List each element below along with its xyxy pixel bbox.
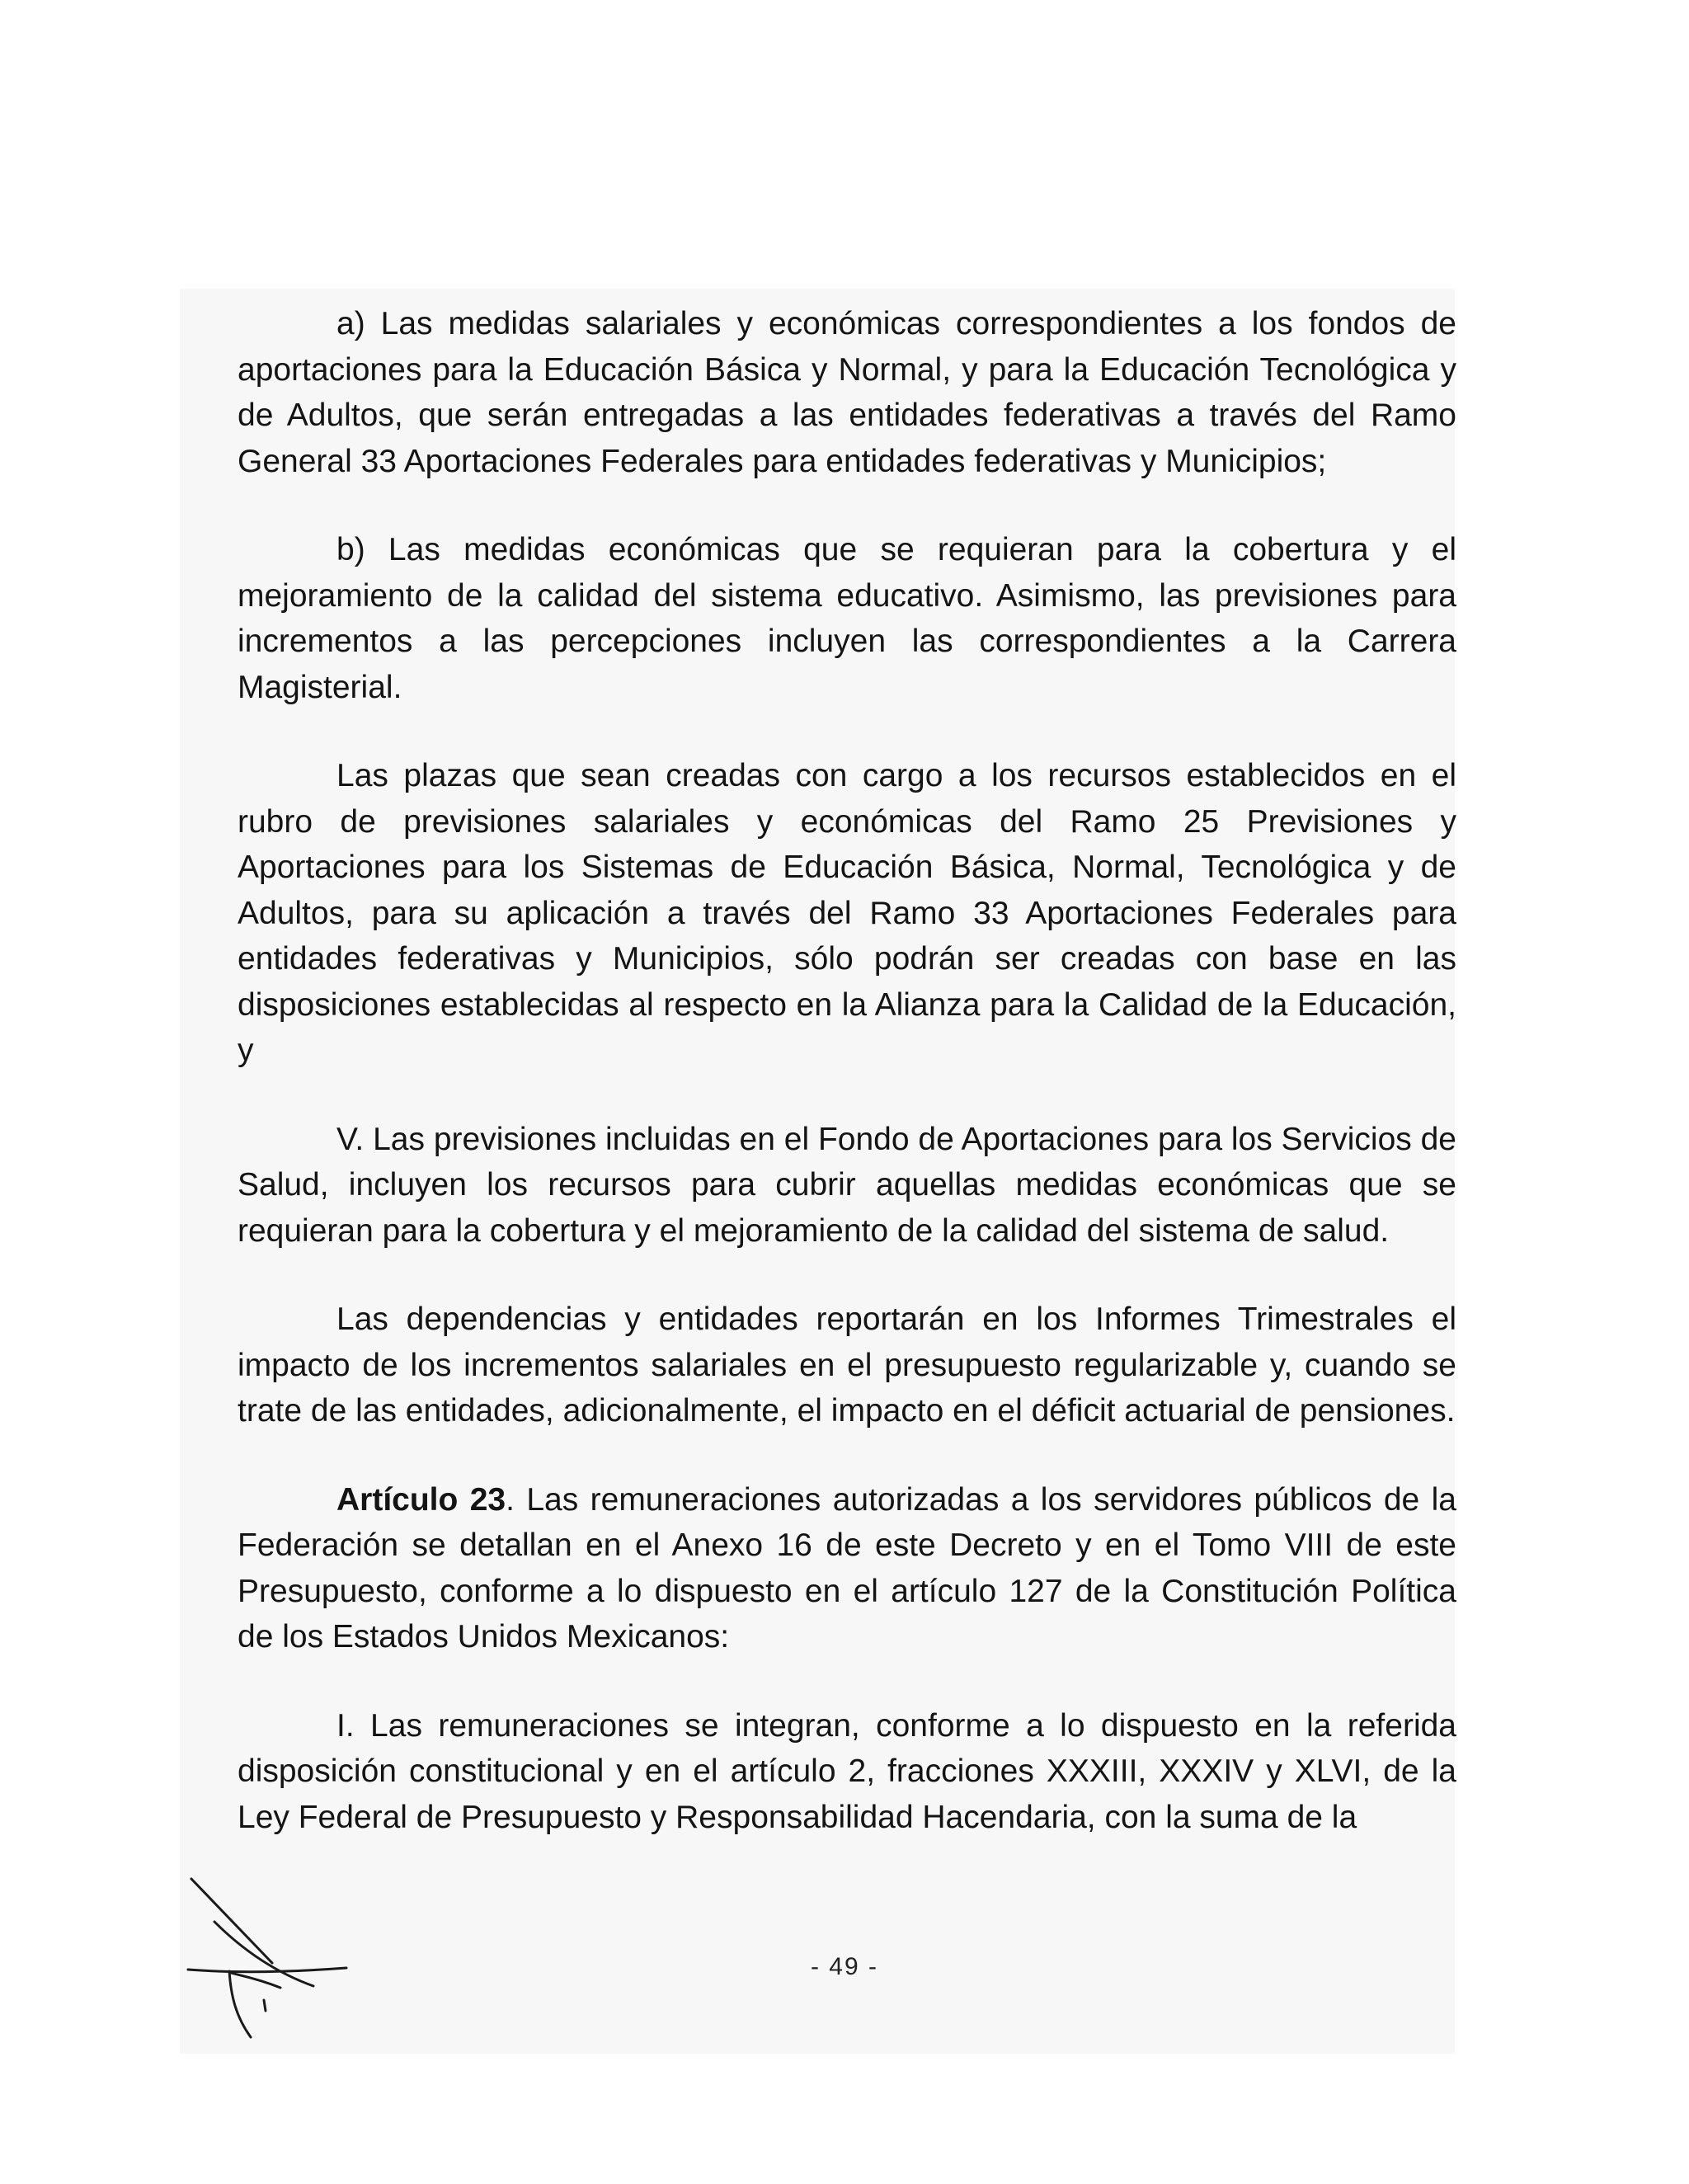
paragraph-articulo-23 <box>238 1477 1456 1660</box>
paragraph-plazas <box>238 753 1456 1074</box>
paragraph-b-text: b) Las medidas económicas que se requieran para la cobertura y el mejoramiento de la calidad del sistema educativo. Asimismo, las previsiones para incrementos a las percepciones incluyen las correspondientes a la Carrera Magisterial. <box>238 532 1456 705</box>
paragraph-a <box>238 301 1456 484</box>
paragraph-a-text: a) Las medidas salariales y económicas correspondientes a los fondos de aportaciones para la Educación Básica y Normal, y para la Educación Tecnológica y de Adultos, que serán entregadas a las entidades federativas a través del Ramo General 33 Aportaciones Federales para entidades federativas y Municipios; <box>238 306 1456 479</box>
paragraph-b <box>238 527 1456 710</box>
paragraph-fraction-v-text: V. Las previsiones incluidas en el Fondo de Aportaciones para los Servicios de Salud, incluyen los recursos para cubrir aquellas medidas económicas que se requieran para la cobertura y el mejoramiento de la calidad del sistema de salud. <box>238 1121 1456 1249</box>
paragraph-fraction-i <box>238 1703 1456 1841</box>
paragraph-plazas-text: Las plazas que sean creadas con cargo a los recursos establecidos en el rubro de previsiones salariales y económicas del Ramo 25 Previsiones y Aportaciones para los Sistemas de Educación Básica, Normal, Tecnológica y de Adultos, para su aplicación a través del Ramo 33 Aportaciones Federales para entidades federativas y Municipios, sólo podrán ser creadas con base en las disposiciones establecidas al respecto en la Alianza para la Calidad de la Educación, y <box>238 758 1456 1068</box>
paragraph-dependencias <box>238 1297 1456 1434</box>
paragraph-fraction-v <box>238 1117 1456 1254</box>
page-number: - 49 - <box>810 1953 879 1980</box>
document-body <box>238 301 1456 1840</box>
paragraph-dependencias-text: Las dependencias y entidades reportarán en los Informes Trimestrales el impacto de los incrementos salariales en el presupuesto regularizable y, cuando se trate de las entidades, adicionalmente, el impacto en el déficit actuarial de pensiones. <box>238 1301 1456 1429</box>
paragraph-fraction-i-text: I. Las remuneraciones se integran, conforme a lo dispuesto en la referida disposición constitucional y en el artículo 2, fracciones XXXIII, XXXIV y XLVI, de la Ley Federal de Presupuesto y Responsabilidad Hacendaria, con la suma de la <box>238 1707 1456 1835</box>
article-heading: Artículo 23 <box>336 1481 506 1518</box>
paragraph-articulo-23-text: . Las remuneraciones autorizadas a los servidores públicos de la Federación se detallan en el Anexo 16 de este Decreto y en el Tomo VIII de este Presupuesto, conforme a lo dispuesto en el artículo 127 de la Constitución Política de los Estados Unidos Mexicanos: <box>238 1481 1456 1654</box>
